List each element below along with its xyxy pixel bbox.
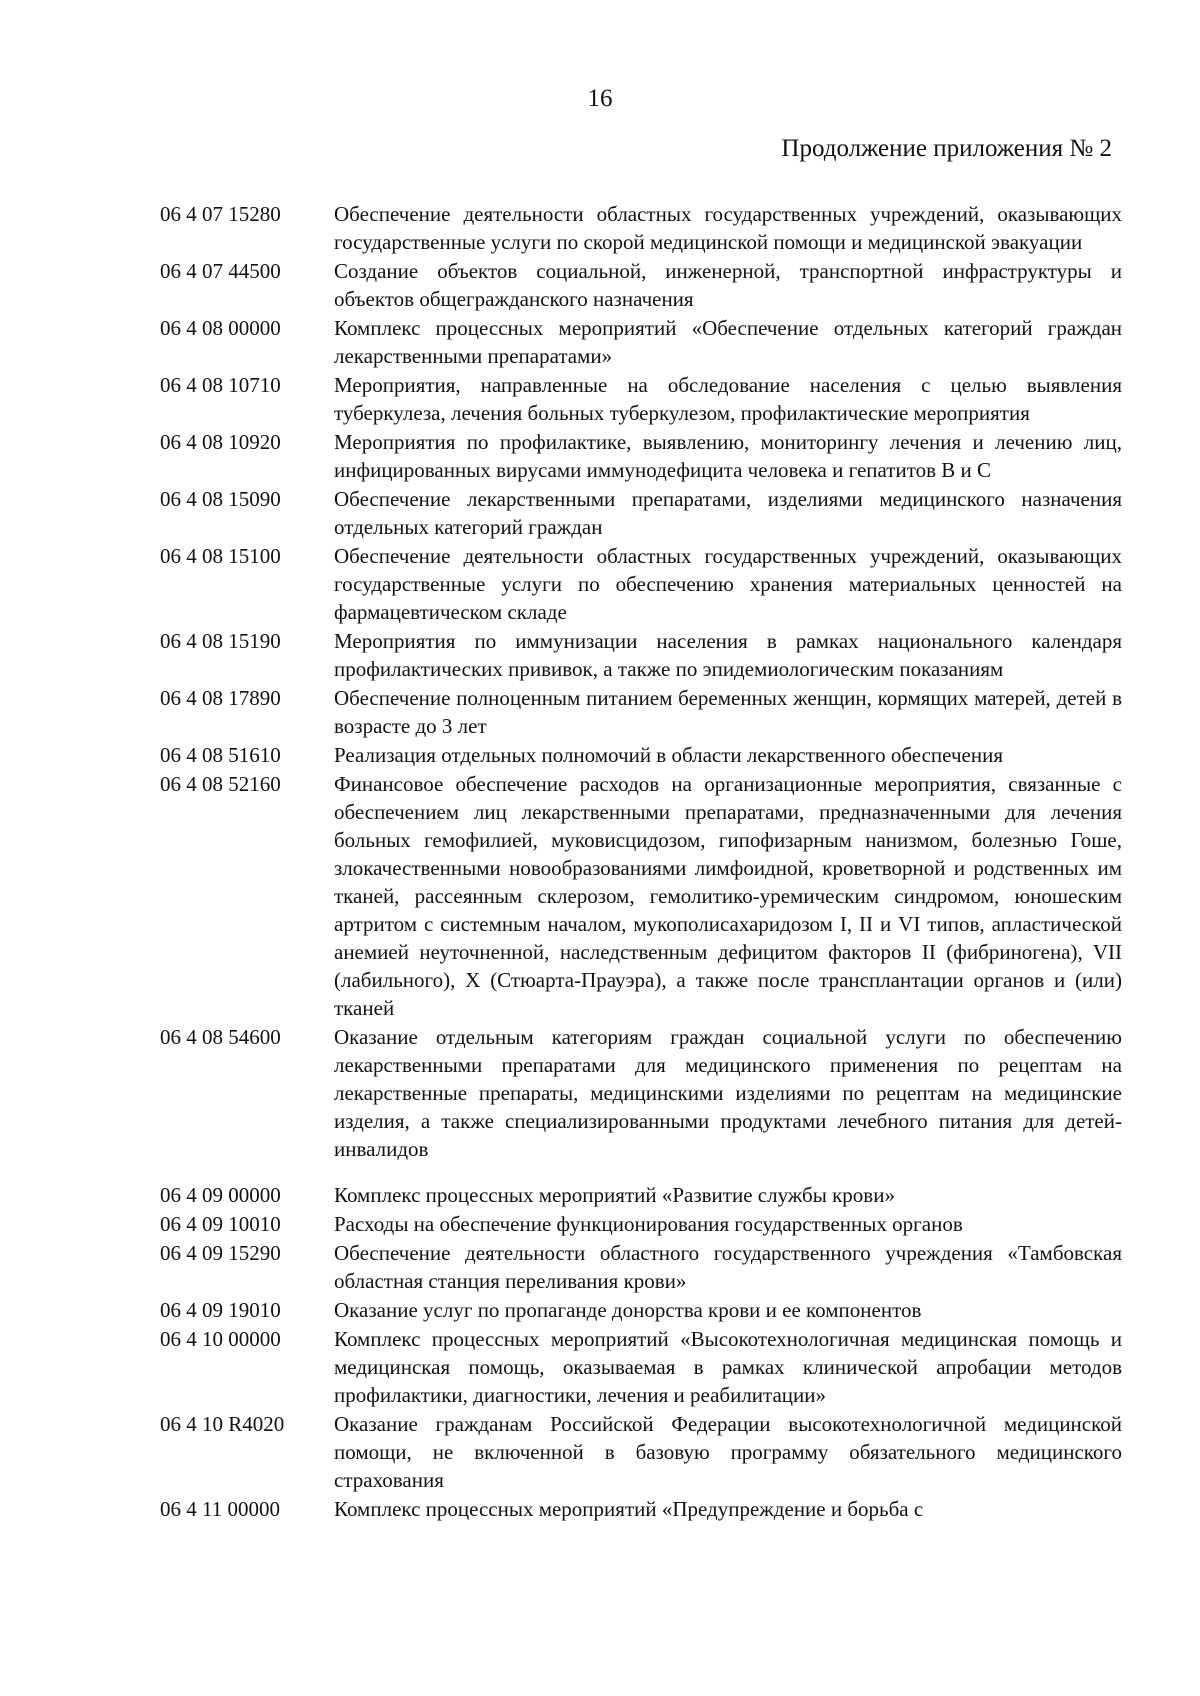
- budget-code: 06 4 08 10710: [160, 373, 281, 397]
- budget-code-description: Мероприятия по профилактике, выявлению, мониторингу лечения и лечению лиц, инфицированных вирусами иммунодефицита человека и гепатитов B и C: [334, 430, 1122, 482]
- budget-code: 06 4 09 00000: [160, 1183, 281, 1207]
- budget-code-entry: [160, 1023, 1122, 1163]
- budget-code: 06 4 08 52160: [160, 772, 281, 796]
- budget-code-entry: [160, 542, 1122, 626]
- budget-code-entry: [160, 1325, 1122, 1409]
- budget-code-description: Обеспечение деятельности областного государственного учреждения «Тамбовская областная станция переливания крови»: [334, 1241, 1122, 1293]
- budget-code-description: Мероприятия по иммунизации населения в рамках национального календаря профилактических прививок, а также по эпидемиологическим показаниям: [334, 629, 1122, 681]
- budget-code: 06 4 10 R4020: [160, 1412, 285, 1436]
- budget-code-entry: [160, 314, 1122, 370]
- budget-code: 06 4 09 10010: [160, 1212, 281, 1236]
- budget-code-entry: [160, 1495, 1122, 1523]
- budget-code: 06 4 07 15280: [160, 202, 281, 226]
- budget-code: 06 4 08 15090: [160, 487, 281, 511]
- page-number: 16: [587, 85, 613, 112]
- budget-code-description: Реализация отдельных полномочий в области лекарственного обеспечения: [334, 743, 1003, 767]
- budget-code: 06 4 10 00000: [160, 1327, 281, 1351]
- budget-code: 06 4 08 54600: [160, 1025, 281, 1049]
- budget-code-description: Обеспечение деятельности областных государственных учреждений, оказывающих государственные услуги по скорой медицинской помощи и медицинской эвакуации: [334, 202, 1122, 254]
- budget-code-entry: [160, 371, 1122, 427]
- budget-code-description: Комплекс процессных мероприятий «Предупреждение и борьба с: [334, 1497, 924, 1521]
- budget-code: 06 4 08 51610: [160, 743, 281, 767]
- budget-code: 06 4 11 00000: [160, 1497, 280, 1521]
- budget-code: 06 4 09 19010: [160, 1298, 281, 1322]
- budget-code: 06 4 08 00000: [160, 316, 281, 340]
- budget-code-list: [160, 200, 1122, 1524]
- budget-code-entry: [160, 1181, 1122, 1209]
- budget-code-description: Финансовое обеспечение расходов на организационные мероприятия, связанные с обеспечением лиц лекарственными препаратами, предназначенными для лечения больных гемофилией, муковисцидозом, гипофизарным нанизмом, болезнью Гоше, злокачественными новообразованиями лимфоидной, кроветворной и родственных им тканей, рассеянным склерозом, гемолитико-уремическим синдромом, юношеским артритом с системным началом, мукополисахаридозом I, II и VI типов, апластической анемией неуточненной, наследственным дефицитом факторов II (фибриногена), VII (лабильного), X (Стюарта-Прауэра), а также после трансплантации органов и (или) тканей: [334, 772, 1122, 1020]
- budget-code-entry: [160, 257, 1122, 313]
- budget-code-entry: [160, 1239, 1122, 1295]
- budget-code: 06 4 08 15100: [160, 544, 281, 568]
- budget-code: 06 4 09 15290: [160, 1241, 281, 1265]
- budget-code-description: Мероприятия, направленные на обследование населения с целью выявления туберкулеза, лечения больных туберкулезом, профилактические мероприятия: [334, 373, 1122, 425]
- budget-code-description: Оказание отдельным категориям граждан социальной услуги по обеспечению лекарственными препаратами для медицинского применения по рецептам на лекарственные препараты, медицинскими изделиями по рецептам на медицинские изделия, а также специализированными продуктами лечебного питания для детей-инвалидов: [334, 1025, 1122, 1161]
- budget-code-entry: [160, 485, 1122, 541]
- budget-code-description: Обеспечение деятельности областных государственных учреждений, оказывающих государственные услуги по обеспечению хранения материальных ценностей на фармацевтическом складе: [334, 544, 1122, 624]
- budget-code: 06 4 08 10920: [160, 430, 281, 454]
- budget-code-entry: [160, 1296, 1122, 1324]
- budget-code-description: Расходы на обеспечение функционирования государственных органов: [334, 1212, 963, 1236]
- budget-code-entry: [160, 428, 1122, 484]
- budget-code-entry: [160, 200, 1122, 256]
- budget-code-description: Обеспечение полноценным питанием беременных женщин, кормящих матерей, детей в возрасте до 3 лет: [334, 686, 1122, 738]
- budget-code-entry: [160, 627, 1122, 683]
- budget-code-entry: [160, 741, 1122, 769]
- budget-code: 06 4 08 15190: [160, 629, 281, 653]
- budget-code-description: Создание объектов социальной, инженерной, транспортной инфраструктуры и объектов общегражданского назначения: [334, 259, 1122, 311]
- budget-code-entry: [160, 684, 1122, 740]
- budget-code-description: Оказание гражданам Российской Федерации высокотехнологичной медицинской помощи, не включенной в базовую программу обязательного медицинского страхования: [334, 1412, 1122, 1492]
- budget-code: 06 4 08 17890: [160, 686, 281, 710]
- appendix-continuation-heading: Продолжение приложения № 2: [781, 135, 1112, 162]
- budget-code-description: Комплекс процессных мероприятий «Обеспечение отдельных категорий граждан лекарственными препаратами»: [334, 316, 1122, 368]
- budget-code-entry: [160, 1210, 1122, 1238]
- budget-code: 06 4 07 44500: [160, 259, 281, 283]
- budget-code-entry: [160, 770, 1122, 1022]
- budget-code-entry: [160, 1410, 1122, 1494]
- budget-code-description: Обеспечение лекарственными препаратами, изделиями медицинского назначения отдельных категорий граждан: [334, 487, 1122, 539]
- budget-code-description: Комплекс процессных мероприятий «Развитие службы крови»: [334, 1183, 895, 1207]
- budget-code-description: Оказание услуг по пропаганде донорства крови и ее компонентов: [334, 1298, 922, 1322]
- budget-code-description: Комплекс процессных мероприятий «Высокотехнологичная медицинская помощь и медицинская помощь, оказываемая в рамках клинической апробации методов профилактики, диагностики, лечения и реабилитации»: [334, 1327, 1122, 1407]
